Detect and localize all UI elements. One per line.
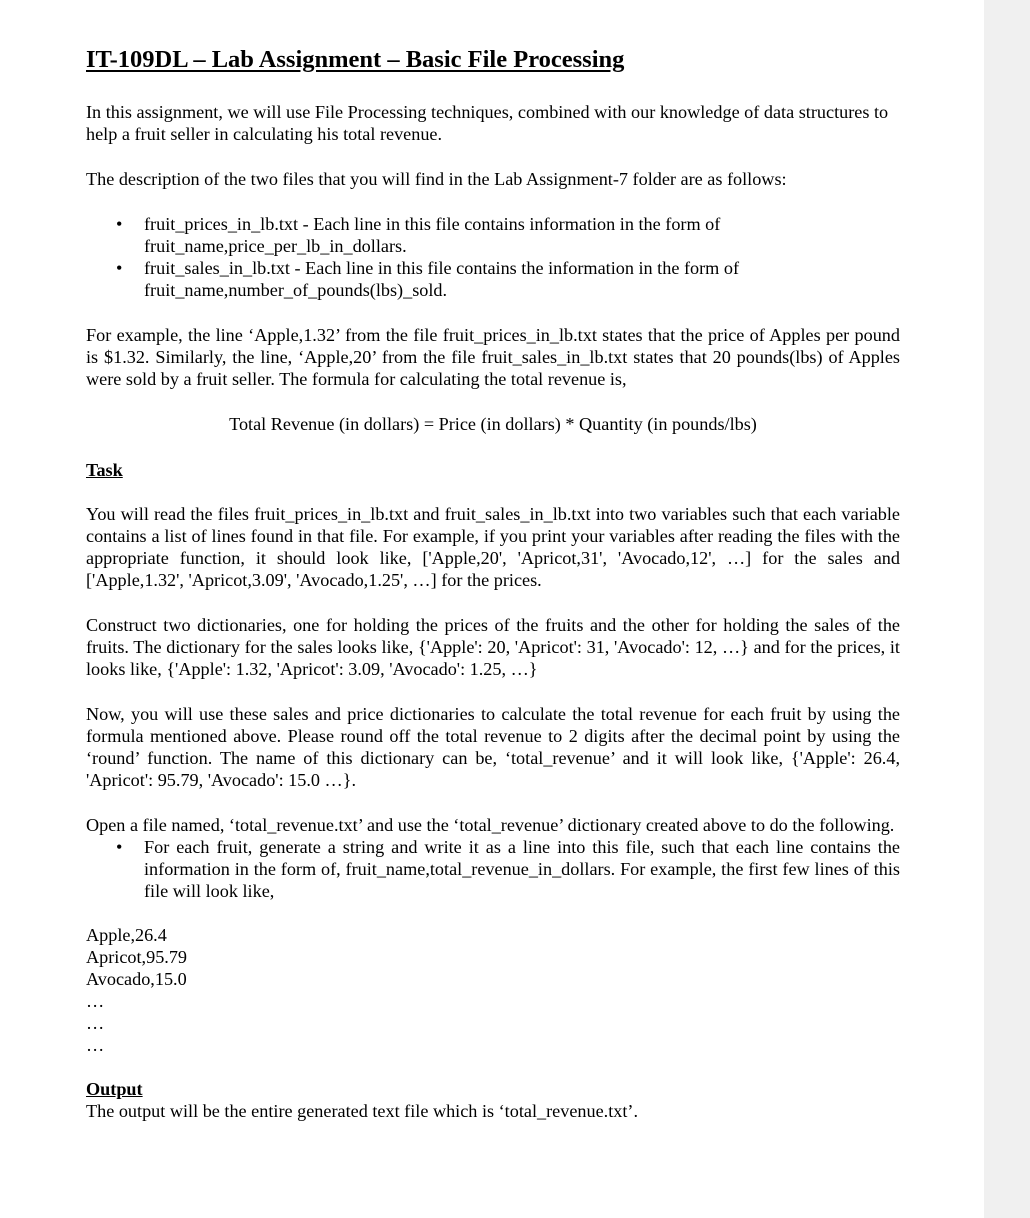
sample-ellipsis: … <box>86 1035 105 1055</box>
document-page <box>86 44 900 1122</box>
list-item <box>86 213 900 257</box>
sample-output-lines <box>86 924 900 1056</box>
example-paragraph: For example, the line ‘Apple,1.32’ from the file fruit_prices_in_lb.txt states that the price of Apples per pound is $1.32. Similarly, the line, ‘Apple,20’ from the file fruit_sales_in_lb.txt states that 20 pounds(lbs) of Apples were sold by a fruit seller. The formula for calculating the total revenue is, <box>86 325 900 389</box>
revenue-formula: Total Revenue (in dollars) = Price (in dollars) * Quantity (in pounds/lbs) <box>229 414 757 434</box>
sample-line: Apricot,95.79 <box>86 947 188 967</box>
sample-line: Avocado,15.0 <box>86 969 187 989</box>
intro-paragraph: In this assignment, we will use File Processing techniques, combined with our knowledge of data structures to help a fruit seller in calculating his total revenue. <box>86 102 889 144</box>
sample-ellipsis: … <box>86 991 105 1011</box>
output-heading: Output <box>86 1079 143 1099</box>
file-format-line: fruit_name,number_of_pounds(lbs)_sold. <box>144 280 448 300</box>
side-margin-strip <box>984 0 1030 1218</box>
output-text: The output will be the entire generated text file which is ‘total_revenue.txt’. <box>86 1101 639 1121</box>
task-bullet-text: For each fruit, generate a string and write it as a line into this file, such that each line contains the information in the form of, fruit_name,total_revenue_in_dollars. For example, the first few lines of this file will look like, <box>144 837 900 901</box>
task-bullet-list <box>86 836 900 902</box>
task-paragraph-4: Open a file named, ‘total_revenue.txt’ and use the ‘total_revenue’ dictionary created above to do the following. <box>86 815 895 835</box>
list-item <box>86 257 900 301</box>
files-intro-paragraph: The description of the two files that you will find in the Lab Assignment-7 folder are as follows: <box>86 169 787 189</box>
task-heading: Task <box>86 460 123 480</box>
files-list <box>86 213 900 301</box>
task-paragraph-3: Now, you will use these sales and price dictionaries to calculate the total revenue for each fruit by using the formula mentioned above. Please round off the total revenue to 2 digits after the decimal point by using the ‘round’ function. The name of this dictionary can be, ‘total_revenue’ and it will look like, {'Apple': 26.4, 'Apricot': 95.79, 'Avocado': 15.0 …}. <box>86 704 900 790</box>
file-format-line: fruit_name,price_per_lb_in_dollars. <box>144 236 407 256</box>
task-paragraph-1: You will read the files fruit_prices_in_lb.txt and fruit_sales_in_lb.txt into two variables such that each variable contains a list of lines found in that file. For example, if you print your variables after reading the files with the appropriate function, it should look like, ['Apple,20', 'Apricot,31', 'Avocado,12', …] for the sales and ['Apple,1.32', 'Apricot,3.09', 'Avocado,1.25', …] for the prices. <box>86 504 900 590</box>
file-desc-line: • fruit_sales_in_lb.txt - Each line in this file contains the information in the form of <box>144 258 740 278</box>
sample-ellipsis: … <box>86 1013 105 1033</box>
sample-line: Apple,26.4 <box>86 925 167 945</box>
task-paragraph-2: Construct two dictionaries, one for holding the prices of the fruits and the other for holding the sales of the fruits. The dictionary for the sales looks like, {'Apple': 20, 'Apricot': 31, 'Avocado': 12, …} and for the prices, it looks like, {'Apple': 1.32, 'Apricot': 3.09, 'Avocado': 1.25, …} <box>86 615 900 679</box>
document-title: IT-109DL – Lab Assignment – Basic File Processing <box>86 46 625 73</box>
file-desc-line: • fruit_prices_in_lb.txt - Each line in this file contains information in the form of <box>144 214 721 234</box>
list-item <box>86 836 900 902</box>
